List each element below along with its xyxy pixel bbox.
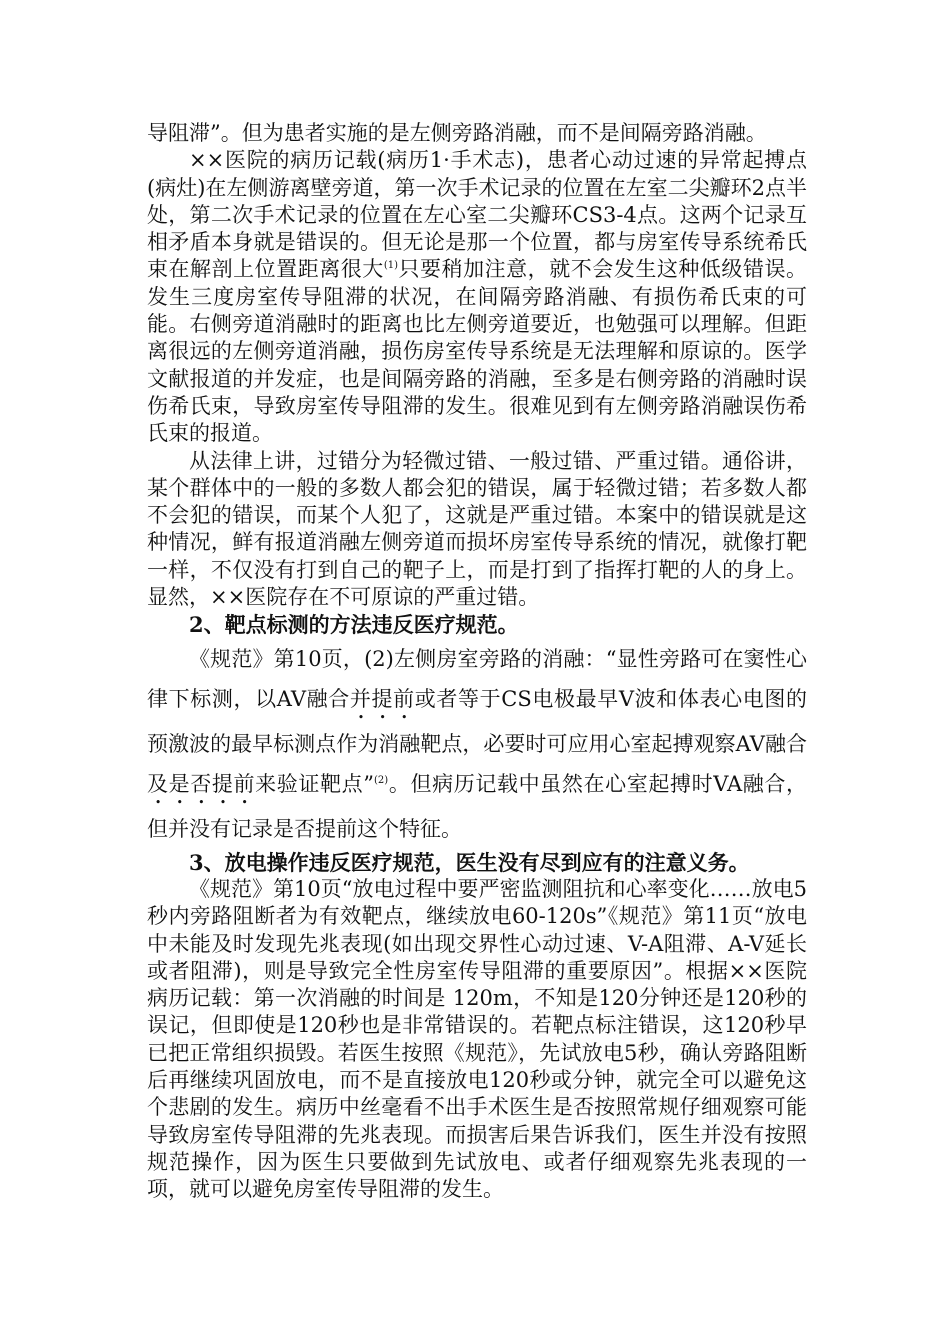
paragraph-continuation: 导阻滞”。但为患者实施的是左侧旁路消融，而不是间隔旁路消融。	[147, 121, 767, 145]
target-mapping-text-b: 或者等于CS电极最早V波和体表心电图的预激波的最早标测点作为消融靶点，必要时可应用心室起搏观察AV融合	[147, 686, 807, 756]
paragraph-discharge-operation: 《规范》第10页“放电过程中要严密监测阻抗和心率变化……放电5秒内旁路阻断者为有效靶点，继续放电60-120s”《规范》第11页“放电中未能及时发现先兆表现(如出现交界性心动过速、V-A阻滞、A-V延长或者阻滞)，则是导致完全性房室传导阻滞的重要原因”。根据××医院病历记载：第一次消融的时间是 120m，不知是120分钟还是120秒的误记，但即使是120秒也是非常错误的。若靶点标注错误，这120秒早已把正常组织损毁。若医生按照《规范》，先试放电5秒，确认旁路阻断后再继续巩固放电，而不是直接放电120秒或分钟，就完全可以避免这个悲剧的发生。病历中丝毫看不出手术医生是否按照常规仔细观察可能导致房室传导阻滞的先兆表现。而损害后果告诉我们，医生并没有按照规范操作，因为医生只要做到先试放电、或者仔细观察先兆表现的一项，就可以避免房室传导阻滞的发生。	[147, 876, 807, 1202]
footnote-ref-1: (1)	[383, 260, 398, 272]
paragraph-medical-record-tail: 只要稍加注意，就不会发生这种低级错误。发生三度房室传导阻滞的状况，在间隔旁路消融、有损伤希氏束的可能。右侧旁道消融时的距离也比左侧旁道要近，也勉强可以理解。但距离很远的左侧旁道消融，损伤房室传导系统是无法理解和原谅的。医学文献报道的并发症，也是间隔旁路的消融，至多是右侧旁路的消融时误伤希氏束，导致房室传导阻滞的发生。很难见到有左侧旁路消融误伤希氏束的报道。	[147, 257, 808, 446]
emphasis-dotted-1: 并提前	[349, 686, 415, 711]
paragraph-medical-record	[147, 147, 807, 447]
paragraph-medical-record-text: ××医院的病历记载(病历1·手术志)，患者心动过速的异常起搏点(病灶)在左侧游离壁旁道，第一次手术记录的位置在左室二尖瓣环2点半处，第二次手术记录的位置在左心室二尖瓣环CS3-4点。这两个记录互相矛盾本身就是错误的。但无论是那一个位置，都与房室传导系统希氏束在解剖上位置距离很大	[147, 148, 807, 282]
target-mapping-text-a: 《规范》第10页，(2)左侧房室旁路的消融：“显性旁路可在窦性心律下标测，以AV融合	[147, 646, 807, 711]
section-heading-2: 2、靶点标测的方法违反医疗规范。	[189, 612, 519, 638]
emphasis-dotted-2: 及是否提前	[147, 771, 256, 796]
target-mapping-text-c: 来验证靶点”	[255, 771, 375, 796]
paragraph-legal-fault: 从法律上讲，过错分为轻微过错、一般过错、严重过错。通俗讲，某个群体中的一般的多数人都会犯的错误，属于轻微过错；若多数人都不会犯的错误，而某个人犯了，这就是严重过错。本案中的错误就是这种情况，鲜有报道消融左侧旁道而损坏房室传导系统的情况，就像打靶一样，不仅没有打到自己的靶子上，而是打到了指挥打靶的人的身上。显然，××医院存在不可原谅的严重过错。	[147, 448, 807, 610]
target-mapping-text-d: 。但病历记载中虽然在心室起搏时VA融合，但并没有记录是否提前这个特征。	[147, 771, 807, 841]
section-heading-3: 3、放电操作违反医疗规范，医生没有尽到应有的注意义务。	[189, 849, 750, 875]
footnote-ref-2: (2)	[374, 774, 389, 786]
document-page	[147, 120, 807, 1204]
paragraph-target-mapping	[147, 639, 807, 849]
